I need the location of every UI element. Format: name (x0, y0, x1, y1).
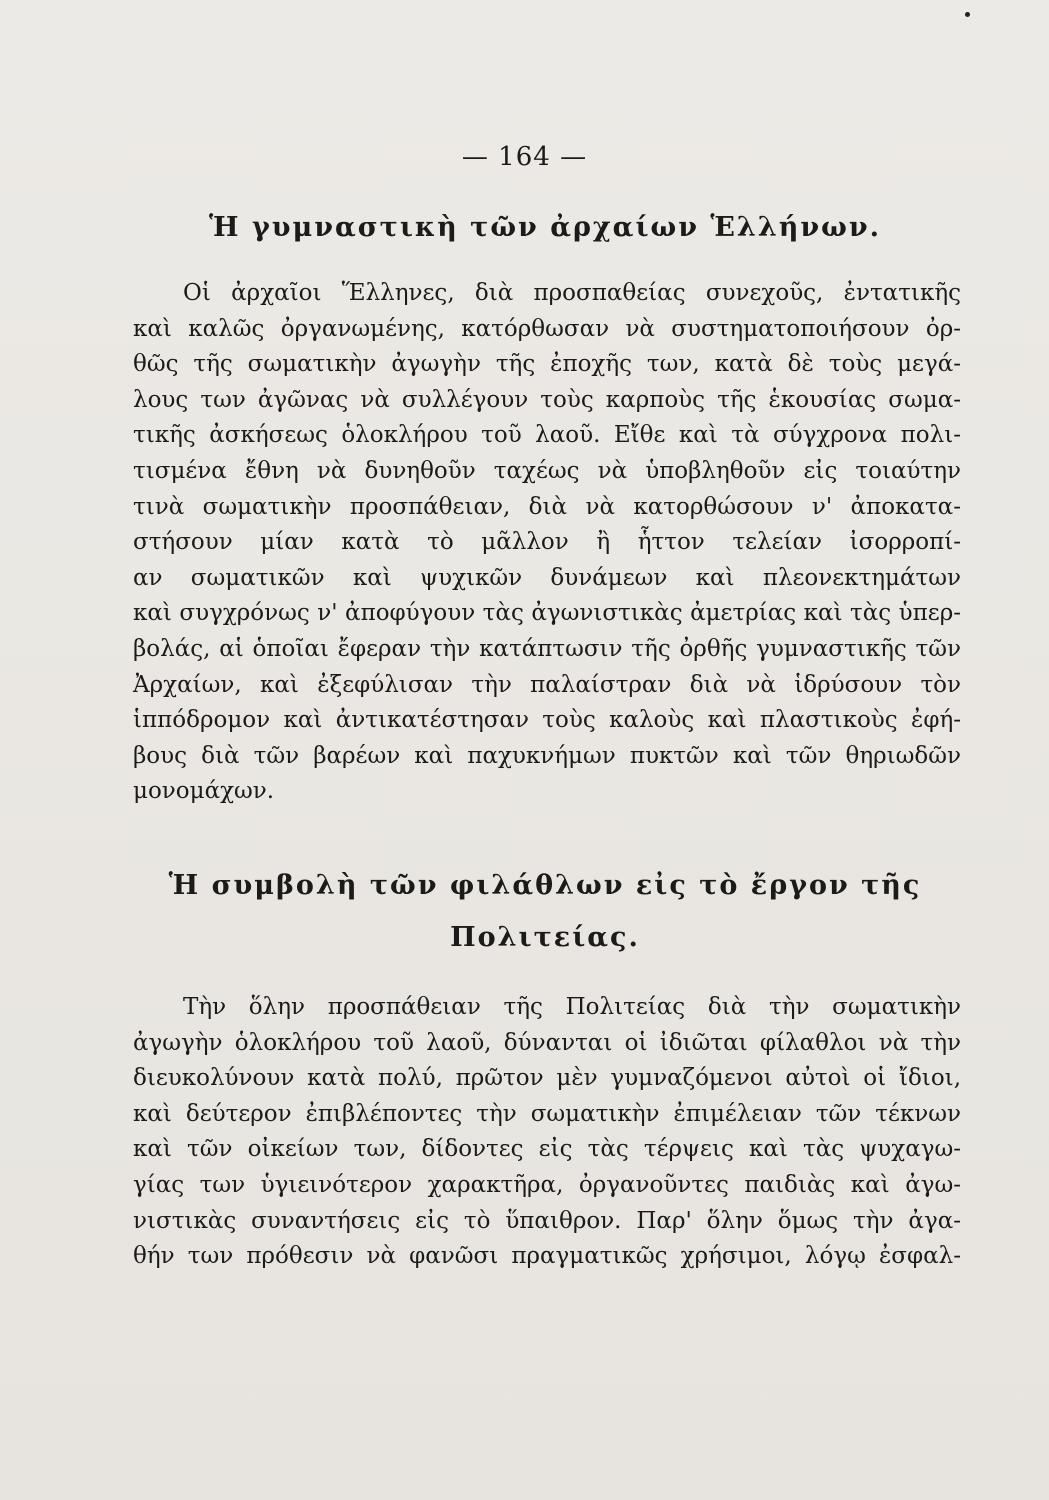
text-line: Οἱ ἀρχαῖοι Ἕλληνες, διὰ προσπαθείας συνεχοῦς, ἐντατικῆς (183, 280, 961, 306)
text-line: βους διὰ τῶν βαρέων καὶ παχυκνήμων πυκτῶν καὶ τῶν θηριωδῶν (133, 742, 961, 769)
text-line: θήν των πρόθεσιν νὰ φανῶσι πραγματικῶς χρήσιμοι, λόγῳ ἐσφαλ- (133, 1243, 961, 1270)
text-line: λους των ἀγῶνας νὰ συλλέγουν τοὺς καρποὺς τῆς ἑκουσίας σωμα- (133, 386, 961, 413)
text-line: νιστικὰς συναντήσεις εἰς τὸ ὕπαιθρον. Παρ' ὅλην ὅμως τὴν ἀγα- (133, 1207, 961, 1234)
text-line: τινὰ σωματικὴν προσπάθειαν, διὰ νὰ κατορθώσουν ν' ἀποκατα- (133, 493, 961, 520)
text-line: τισμένα ἔθνη νὰ δυνηθοῦν ταχέως νὰ ὑποβληθοῦν εἰς τοιαύτην (133, 457, 961, 484)
text-line: θῶς τῆς σωματικὴν ἀγωγὴν τῆς ἐποχῆς των, κατὰ δὲ τοὺς μεγά- (133, 351, 961, 378)
text-line: καὶ δεύτερον ἐπιβλέποντες τὴν σωματικὴν ἐπιμέλειαν τῶν τέκνων (133, 1100, 961, 1127)
text-line: βολάς, αἱ ὁποῖαι ἔφεραν τὴν κατάπτωσιν τῆς ὀρθῆς γυμναστικῆς τῶν (133, 635, 961, 662)
text-line: μονομάχων. (133, 778, 275, 805)
text-line: αν σωματικῶν καὶ ψυχικῶν δυνάμεων καὶ πλεονεκτημάτων (133, 564, 961, 591)
paragraph-amateurs (133, 990, 961, 1275)
text-line: τικῆς ἀσκήσεως ὁλοκλήρου τοῦ λαοῦ. Εἴθε καὶ τὰ σύγχρονα πολι- (133, 422, 961, 449)
text-line: καὶ καλῶς ὀργανωμένης, κατόρθωσαν νὰ συστηματοποιήσουν ὀρ- (133, 315, 961, 342)
paragraph-ancient-gymnastics (133, 276, 961, 810)
text-line: καὶ τῶν οἰκείων των, δίδοντες εἰς τὰς τέρψεις καὶ τὰς ψυχαγω- (133, 1136, 961, 1163)
section-heading-ancient-gymnastics: Ἡ γυμναστικὴ τῶν ἀρχαίων Ἑλλήνων. (209, 212, 881, 243)
text-line: Ἀρχαίων, καὶ ἐξεφύλισαν τὴν παλαίστραν διὰ νὰ ἱδρύσουν τὸν (133, 671, 961, 698)
text-line: ἱππόδρομον καὶ ἀντικατέστησαν τοὺς καλοὺς καὶ πλαστικοὺς ἐφή- (133, 707, 961, 734)
section-heading-amateurs-line2: Πολιτείας. (450, 922, 640, 953)
text-line: στήσουν μίαν κατὰ τὸ μᾶλλον ἢ ἧττον τελείαν ἰσορροπί- (133, 529, 961, 556)
text-line: Τὴν ὅλην προσπάθειαν τῆς Πολιτείας διὰ τὴν σωματικὴν (183, 994, 961, 1020)
text-line: γίας των ὑγιεινότερον χαρακτῆρα, ὀργανοῦντες παιδιὰς καὶ ἀγω- (133, 1171, 961, 1198)
text-line: διευκολύνουν κατὰ πολύ, πρῶτον μὲν γυμναζόμενοι αὐτοὶ οἱ ἴδιοι, (133, 1065, 961, 1092)
section-heading-amateurs-line1: Ἡ συμβολὴ τῶν φιλάθλων εἰς τὸ ἔργον τῆς (168, 870, 922, 901)
page-number: — 164 — (461, 142, 588, 172)
text-line: ἀγωγὴν ὁλοκλήρου τοῦ λαοῦ, δύνανται οἱ ἰδιῶται φίλαθλοι νὰ τὴν (133, 1029, 961, 1056)
text-line: καὶ συγχρόνως ν' ἀποφύγουν τὰς ἀγωνιστικὰς ἀμετρίας καὶ τὰς ὑπερ- (133, 600, 961, 627)
ink-dot (965, 12, 970, 17)
